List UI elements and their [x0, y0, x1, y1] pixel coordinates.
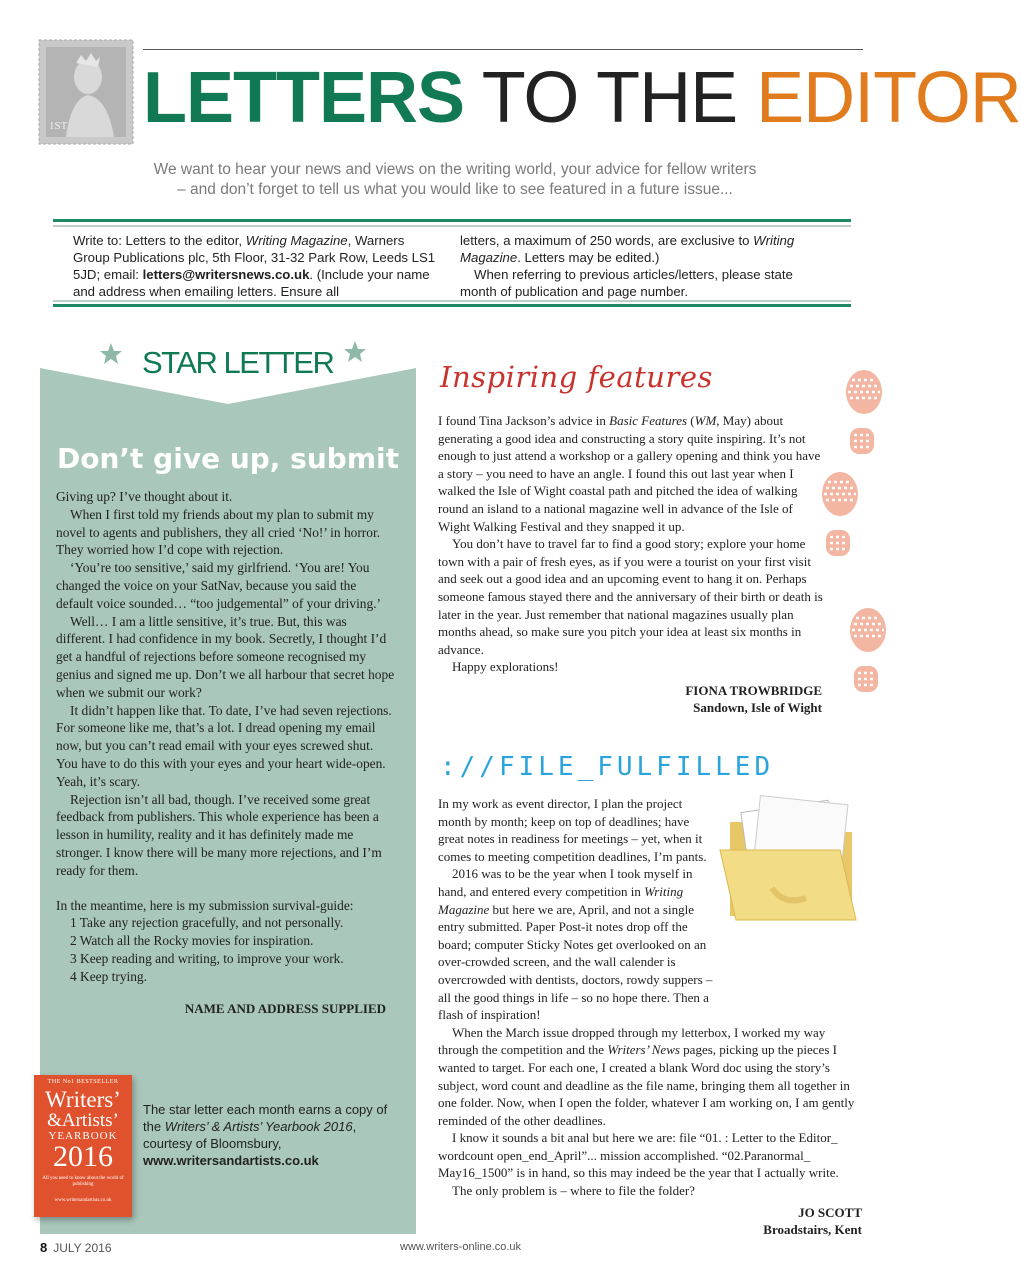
stamp-label: 1ST	[49, 120, 68, 132]
page-title	[143, 58, 1021, 138]
letter-paragraph: Happy explorations!	[452, 659, 559, 675]
star-letter-label: STAR LETTER	[142, 345, 334, 380]
book-title-2: &Artists’	[47, 1110, 119, 1131]
book-top-line: THE No1 BESTSELLER	[47, 1079, 119, 1085]
letter-italic: Writers’ News	[607, 1042, 680, 1058]
book-year: 2016	[53, 1140, 113, 1173]
write-to-magazine: Writing Magazine	[245, 233, 348, 248]
letter-italic: Basic Features	[609, 413, 688, 428]
guide-intro: In the meantime, here is my submission survival-guide:	[56, 897, 354, 913]
file-fulfilled-title: ://FILE_FULFILLED	[440, 752, 775, 782]
top-rule	[143, 49, 863, 50]
write-to-col-1	[73, 232, 441, 300]
page-number: 8	[40, 1240, 48, 1255]
star-paragraph: ‘You’re too sensitive,’ said my girlfriend. ‘You are! You changed the voice on your SatNav, because you said the default voice sounded… “too judgemental” of your driving.’	[56, 560, 382, 611]
letter-text: 2016 was to be the year when I took myself in hand, and entered every competition in	[438, 866, 693, 899]
write-to-text-c: . (Include your name and address when emailing letters. Ensure all	[73, 267, 430, 299]
write-to-magazine-2: Writing Magazine	[460, 233, 795, 265]
issue-date: JULY 2016	[53, 1241, 112, 1255]
letter-paragraph: In my work as event director, I plan the project month by month; keep on top of deadlines; have great notes in readiness for meetings – yet, when it comes to meeting competition deadlines, I’m pants.	[438, 796, 707, 864]
star-icon	[99, 342, 123, 366]
footprint-icon	[836, 368, 886, 460]
divider-bottom-green	[53, 304, 851, 307]
letter-paragraph: You don’t have to travel far to find a good story; explore your home town with a pair of fresh eyes, as if you were a tourist on your first visit and seek out a good idea and an upcoming event to hang it on. Perhaps someone famous stayed there and the anniversary of their birth or death is later in the year. Just remember that national magazines usually plan months ahead, so make sure you pitch your idea at least six months in advance.	[438, 536, 823, 657]
title-letters: LETTERS	[143, 58, 465, 138]
letter-paragraph	[438, 865, 714, 1023]
letters-email-link[interactable]: letters@writersnews.co.uk	[142, 267, 310, 282]
divider-top-green	[53, 219, 851, 222]
letter-text: I found Tina Jackson’s advice in	[438, 413, 610, 428]
promo-text-b: , courtesy of Bloomsbury,	[143, 1119, 357, 1151]
letter-signature-place: Sandown, Isle of Wight	[693, 699, 822, 715]
letter-signature-name: JO SCOTT	[798, 1204, 862, 1220]
star-paragraph: Well… I am a little sensitive, it’s true. But, this was different. I had confidence in my book. Secretly, I thought I’d get a handful of rejections before someone recognised my genius and signed me up. Don’t we all harbour that secret hope when we submit our work?	[56, 613, 395, 700]
book-site: www.writersandartists.co.uk	[54, 1198, 112, 1203]
star-letter-promo	[143, 1101, 401, 1169]
divider-top-gray	[53, 225, 851, 227]
list-item: 2 Watch all the Rocky movies for inspiration.	[70, 933, 314, 949]
letter-inspiring-body	[438, 412, 826, 716]
star-letter-body	[56, 488, 396, 1017]
letter-text: but here we are, April, and not a single entry submitted. Paper Post-it notes drop off the board; computer Sticky Notes get overlooked on an over-crowded screen, and the wall calender is overcrowded with dentists, doctors, rowdy suppers – all the good things in life – so no hope there. Then a flash of inspiration!	[438, 901, 713, 1023]
letter-file-body	[438, 795, 862, 1238]
star-paragraph: It didn’t happen like that. To date, I’ve had seven rejections. For someone like me, that’s a lot. I dread opening my email now, but you can’t read email with your eyes screwed shut. You have to do this with your eyes and your heart wide-open. Yeah, it’s scary.	[56, 702, 392, 789]
write-to-col-2	[460, 232, 832, 300]
list-item: 1 Take any rejection gracefully, and not personally.	[70, 915, 344, 931]
postage-stamp-icon	[36, 37, 136, 147]
letter-signature-place: Broadstairs, Kent	[763, 1221, 862, 1237]
divider-bottom-gray	[53, 300, 851, 302]
title-editor: EDITOR	[756, 58, 1021, 138]
letter-text: pages, picking up the pieces I wanted to target. For each one, I created a blank Word doc using the story’s subject, word count and deadline as the file name, bringing them all together in one folder. Now, when I open the folder, whatever I am working on, I am gently reminded of the other deadlines.	[438, 1042, 855, 1128]
write-to-text-a: Write to: Letters to the editor,	[73, 233, 246, 248]
letter-paragraph: I know it sounds a bit anal but here we are: file “01. : Letter to the Editor_ wordcount open_end_April”... mission accomplished. “02.Paranormal_ May16_1500” is in hand, so this may indeed be the year that I actually write.	[438, 1130, 839, 1181]
intro-text	[60, 160, 850, 200]
write-to-text-b: , Warners Group Publications plc, 5th Floor, 31-32 Park Row, Leeds LS1 5JD; email:	[73, 233, 436, 282]
promo-book-title: Writers’ & Artists’ Yearbook 2016	[164, 1119, 353, 1134]
intro-line-1: We want to hear your news and views on the writing world, your advice for fellow writers	[153, 161, 757, 178]
guide-list	[56, 914, 396, 985]
write-to-text-e: . Letters may be edited.)	[517, 250, 660, 265]
footprint-icon	[812, 470, 862, 562]
footer-page-info	[40, 1240, 112, 1255]
list-item: 3 Keep reading and writing, to improve your work.	[70, 950, 344, 966]
footer-website[interactable]: www.writers-online.co.uk	[400, 1241, 522, 1253]
promo-text-a: The star letter each month earns a copy of the	[143, 1102, 388, 1134]
star-paragraph: When I first told my friends about my plan to submit my novel to agents and publishers, they all cried ‘No!’ in horror. They worried how I’d cope with rejection.	[56, 506, 381, 558]
letter-italic: WM	[694, 413, 717, 428]
yearbook-cover	[34, 1075, 132, 1217]
intro-line-2: – and don’t forget to tell us what you would like to see featured in a future issue...	[177, 181, 733, 198]
book-title-1: Writers’	[45, 1087, 121, 1112]
letter-text: (	[687, 413, 695, 428]
letter-italic: Writing Magazine	[438, 883, 684, 917]
letter-paragraph	[438, 1024, 862, 1130]
letter-signature-name: FIONA TROWBRIDGE	[685, 682, 822, 698]
write-to-text-f: When referring to previous articles/letters, please state month of publication and page number.	[460, 267, 793, 299]
write-to-text-d: letters, a maximum of 250 words, are exclusive to	[460, 233, 754, 248]
star-letter-signature: NAME AND ADDRESS SUPPLIED	[184, 1000, 386, 1016]
footprint-icon	[840, 606, 890, 698]
letter-paragraph: The only problem is – where to file the folder?	[452, 1183, 695, 1199]
letter-paragraph	[438, 412, 826, 535]
letter-text: When the March issue dropped through my letterbox, I worked my way through the competition and the	[438, 1024, 826, 1058]
title-to-the: TO THE	[481, 58, 738, 138]
book-tagline: All you need to know about the world of publishing	[42, 1176, 124, 1187]
star-paragraph: Rejection isn’t all bad, though. I’ve received some great feedback from publishers. This whole experience has been a lesson in humility, reality and it has definitely made me stronger. I know there will be many more rejections, and I’m ready for them.	[56, 791, 382, 878]
star-letter-headline: Don’t give up, submit	[57, 442, 399, 475]
star-paragraph: Giving up? I’ve thought about it.	[56, 489, 233, 504]
inspiring-features-title: Inspiring features	[440, 360, 713, 394]
promo-link[interactable]: www.writersandartists.co.uk	[143, 1153, 319, 1168]
letter-text: , May) about generating a good idea and constructing a story quite inspiring. It’s not enough to just attend a workshop or a gallery opening and think you have a story – you need to have an angle. I found this out last year when I walked the Isle of Wight coastal path and pitched the idea of walking round an island to a national magazine well in advance of the Isle of Wight Walking Festival and they snapped it up.	[438, 413, 821, 534]
list-item: 4 Keep trying.	[70, 968, 147, 984]
book-title-3: YEARBOOK	[48, 1130, 118, 1142]
star-icon	[343, 340, 367, 364]
